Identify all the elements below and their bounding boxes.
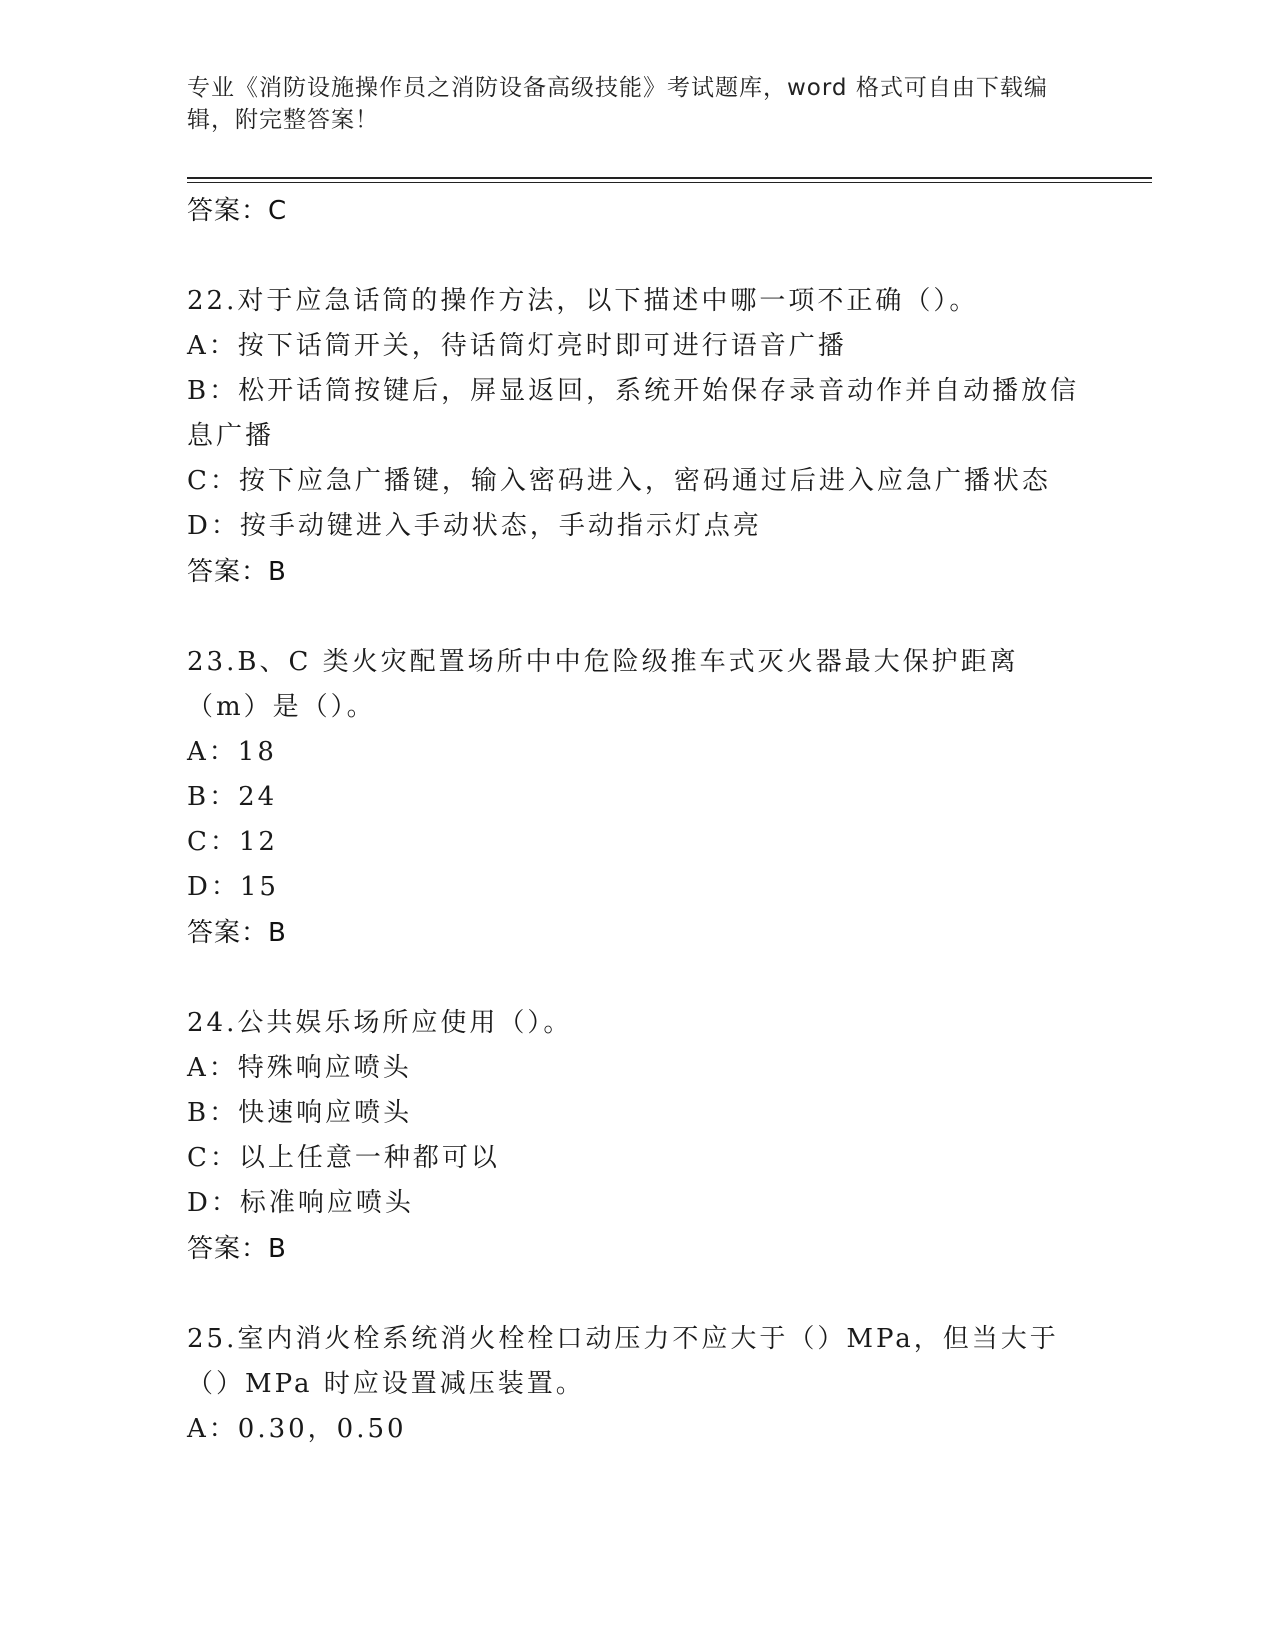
option-d: D：15	[187, 872, 279, 902]
answer-line: 答案：C	[187, 196, 288, 226]
option-c: C：12	[187, 827, 278, 857]
header-divider-thin	[187, 182, 1152, 183]
answer-line: 答案：B	[187, 1234, 287, 1264]
option-d: D：按手动键进入手动状态，手动指示灯点亮	[187, 511, 762, 541]
option-a: A：18	[187, 737, 277, 767]
question-block	[187, 1317, 1087, 1452]
option-b: B：24	[187, 782, 278, 812]
option-b: B：松开话筒按键后，屏显返回，系统开始保存录音动作并自动播放信息广播	[187, 376, 1080, 451]
question-stem: 25.室内消火栓系统消火栓栓口动压力不应大于（）MPa，但当大于（）MPa 时应设置减压装置。	[187, 1324, 1059, 1399]
answer-line: 答案：B	[187, 918, 287, 948]
option-a: A：特殊响应喷头	[187, 1053, 412, 1083]
option-c: C：以上任意一种都可以	[187, 1143, 500, 1173]
answer-line: 答案：B	[187, 557, 287, 587]
option-d: D：标准响应喷头	[187, 1188, 414, 1218]
question-stem: 24.公共娱乐场所应使用（）。	[187, 1008, 573, 1038]
document-header: 专业《消防设施操作员之消防设备高级技能》考试题库，word 格式可自由下载编辑，附完整答案！	[187, 75, 1048, 133]
question-list	[187, 188, 1087, 1452]
option-a: A：按下话筒开关，待话筒灯亮时即可进行语音广播	[187, 331, 847, 361]
option-c: C：按下应急广播键，输入密码进入，密码通过后进入应急广播状态	[187, 466, 1051, 496]
question-block	[187, 1001, 1087, 1272]
option-b: B：快速响应喷头	[187, 1098, 413, 1128]
question-stem: 22.对于应急话筒的操作方法，以下描述中哪一项不正确（）。	[187, 286, 979, 316]
question-block	[187, 279, 1087, 595]
question-stem: 23.B、C 类火灾配置场所中中危险级推车式灭火器最大保护距离（m）是（）。	[187, 647, 1019, 722]
question-block	[187, 640, 1087, 956]
option-a: A：0.30，0.50	[187, 1414, 407, 1444]
header-divider	[187, 177, 1152, 179]
